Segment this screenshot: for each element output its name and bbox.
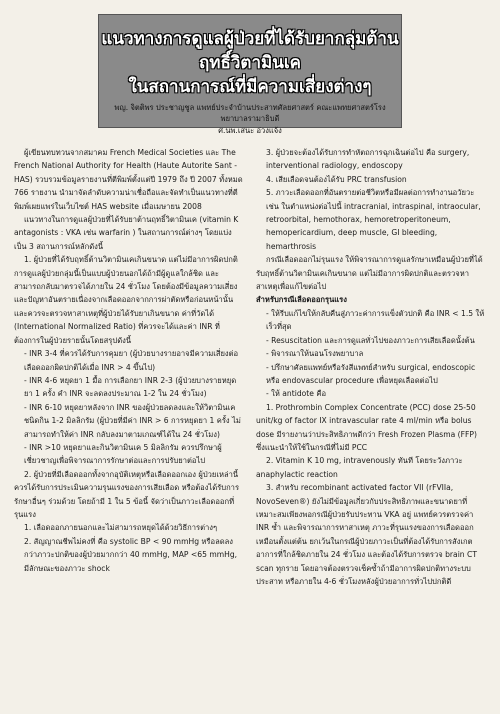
list-item: - INR 6-10 หยุดยาหลังจาก INR ของผู้ป่วยลดลงและให้วิตามินเคชนิดกิน 1-2 มิลลิกรัม (ผู้ป่วยที่มีค่า INR > 6 การหยุดยา 1 ครั้ง ไม่สามารถทำให้ค่า INR กลับลงมาตามเกณฑ์ได้ใน 24 ชั่วโมง) [24,402,241,439]
left-column [14,146,244,575]
right-column [256,146,488,588]
list-item: 5. ภาวะเลือดออกที่อันตรายต่อชีวิตหรือมีผลต่อการทำงานอวัยวะ เช่น ในตำแหน่งต่อไปนี้ intracranial, intraspinal, intraocular, retroorbital, hemothorax, hemoretroperitoneum, hemopericardium, deep muscle, GI bleeding, hemarthrosis [266,188,481,251]
list-item: - INR >10 หยุดยาและกินวิตามินเค 5 มิลลิกรัม ควรปรึกษาผู้เชี่ยวชาญเพื่อพิจารณาการรักษาต่อและการปรับยาต่อไป [24,442,222,466]
paragraph: 1. Prothrombin Complex Concentrate (PCC) dose 25-50 unit/kg of factor IX intravascular rate 4 ml/min หรือ bolus dose มีรายงานว่าประสิทธิภาพดีกว่า Fresh Frozen Plasma (FFP) ซึ่งแนะนำให้ใช้ในกรณีที่ไม่มี PCC [256,402,477,452]
list-item: - ปรึกษาศัลยแพทย์หรือรังสีแพทย์สำหรับ surgical, endoscopic หรือ endovascular procedure เพื่อหยุดเลือดต่อไป [266,362,476,385]
translator-credit: ศ.นพ.เสนะ อ่วงแจ้ง [218,126,282,135]
paragraph: 2. Vitamin K 10 mg, intravenously ทันที โดยระวังภาวะ anaphylactic reaction [256,456,463,479]
list-item: 2. สัญญาณชีพไม่คงที่ คือ systolic BP < 90 mmHg หรือลดลงกว่าภาวะปกติของผู้ป่วยมากกว่า 40 mmHg, MAP <65 mmHg, มีลักษณะของภาวะ shock [24,536,238,573]
author-credit: พญ. จิตติพร ประชาญชูล แพทย์ประจำบ้านประสาทศัลยศาสตร์ คณะแพทยศาสตร์โรงพยาบาลรามาธิบดี [114,103,386,123]
list-item: - ให้ antidote คือ [266,389,327,399]
paragraph: 1. ผู้ป่วยที่ได้รับฤทธิ์ต้านวิตามินเคเกินขนาด แต่ไม่มีอาการผิดปกติ การดูแลผู้ป่วยกลุ่มนี้เป็นแบบผู้ป่วยนอกได้ถ้ามีผู้ดูแลใกล้ชิด และสามารถกลับมาตรวจได้ภายใน 24 ชั่วโมง โดยต้องมีข้อมูลความเสี่ยงและปัญหาอันตรายเนื่องจากเลือดออกจากการผ่าตัดหรือก่อนหน้านั้น และควรจะตรวจหาสาเหตุที่ผู้ป่วยได้รับยาเกินขนาด ค่าที่วัดได้ (International Normalized Ratio) ที่ควรจะได้และค่า INR ที่ต้องการในผู้ป่วยรายนั้นโดยสรุปดังนี้ [14,255,238,345]
paragraph: ผู้เขียนทบทวนจากสมาคม French Medical Societies และ The French National Authority for Health (Haute Autorite Sant - HAS) รวบรวมข้อมูลรายงานที่ตีพิมพ์ตั้งแต่ปี 1979 ถึง ปี 2007 ทั้งหมด 766 รายงาน นำมาจัดลำดับความน่าเชื่อถือและจัดทำเป็นแนวทางที่ตีพิมพ์เผยแพร่ในเว็บไซต์ HAS website เมื่อเมษายน 2008 [14,148,243,211]
list-item: - พิจารณาให้นอนโรงพยาบาล [266,349,364,359]
paragraph: แนวทางในการดูแลผู้ป่วยที่ได้รับยาต้านฤทธิ์วิตามินเค (vitamin K antagonists : VKA เช่น warfarin ) ในสถานการณ์ต่างๆ โดยแบ่งเป็น 3 สถานการณ์หลักดังนี้ [14,215,239,251]
list-item: 1. เลือดออกภายนอกและไม่สามารถหยุดได้ด้วยวิธีการต่างๆ [24,523,218,533]
list-item: - ให้รีบแก้ไขให้กลับคืนสู่ภาวะค่าการแข็งตัวปกติ คือ INR < 1.5 ให้เร็วที่สุด [266,308,485,332]
list-item: - INR 3-4 ที่ควรได้รับการคุมยา (ผู้ป่วยบางรายอาจมีความเสี่ยงต่อเลือดออกผิดปกติได้เมื่อ INR > 4 ขึ้นไป) [24,349,239,372]
paragraph: 2. ผู้ป่วยที่มีเลือดออกทั้งจากอุบัติเหตุหรือเลือดออกเอง ผู้ป่วยเหล่านี้ควรได้รับการประเมินความรุนแรงของการเสียเลือด หรือต้องได้รับการรักษาอื่นๆ ร่วมด้วย โดยถ้ามี 1 ใน 5 ข้อนี้ จัดว่าเป็นภาวะเลือดออกที่รุนแรง [14,469,240,519]
title-banner [98,14,402,135]
article-title-line-2: ในสถานการณ์ที่มีความเสี่ยงต่างๆ [128,77,372,97]
list-item: - INR 4-6 หยุดยา 1 มื้อ การเลือกยา INR 2-3 (ผู้ป่วยบางรายหยุดยา 1 ครั้ง คำ INR จะลดลงประมาณ 1-2 ใน 24 ชั่วโมง) [24,375,237,399]
list-item: - Resuscitation และการดูแลทั่วไปของภาวะการเสียเลือดนั้งต้น [266,335,475,345]
article-title-line-1: แนวทางการดูแลผู้ป่วยที่ได้รับยากลุ่มต้านฤทธิ์วิตามินเค [101,29,399,73]
section-heading: สำหรับกรณีเลือดออกรุนแรง [256,295,347,305]
paragraph: กรณีเลือดออกไม่รุนแรง ให้พิจารณาการดูแลรักษาเหมือนผู้ป่วยที่ได้รับฤทธิ์ต้านวิตามินเคเกินขนาด แต่ไม่มีอาการผิดปกติและตรวจหาสาเหตุเพื่อแก้ไขต่อไป [256,255,483,292]
list-item: 3. ผู้ป่วยจะต้องได้รับการทำหัตถการฉุกเฉินต่อไป คือ surgery, interventional radiology, endoscopy [266,148,470,171]
paragraph: 3. สำหรับ recombinant activated factor VII (rFVIIa, NovoSeven®) ยังไม่มีข้อมูลเกี่ยวกับประสิทธิภาพและขนาดยาที่เหมาะสมเพียงพอกรณีผู้ป่วยรับประทาน VKA อยู่ แพทย์ควรตรวจค่า INR ซ้ำ และพิจารณาการหาสาเหตุ ภาวะที่รุนแรงของการเลือดออกเหมือนตั้งแต่ต้น ยกเว้นในกรณีผู้ป่วยภาวะเป็นที่ต้องได้รับการสังเกตอาการที่ใกล้ชิดภายใน 24 ชั่วโมง และต้องได้รับการตรวจ brain CT scan ทุกราย โดยอาจต้องตรวจเช็คซ้ำถ้ามีอาการผิดปกติทางระบบประสาท หรือภายใน 4-6 ชั่วโมงหลังผู้ป่วยอาการทั่วไปปกติดี [256,483,477,586]
list-item: 4. เสียเลือดจนต้องได้รับ PRC transfusion [266,174,407,184]
